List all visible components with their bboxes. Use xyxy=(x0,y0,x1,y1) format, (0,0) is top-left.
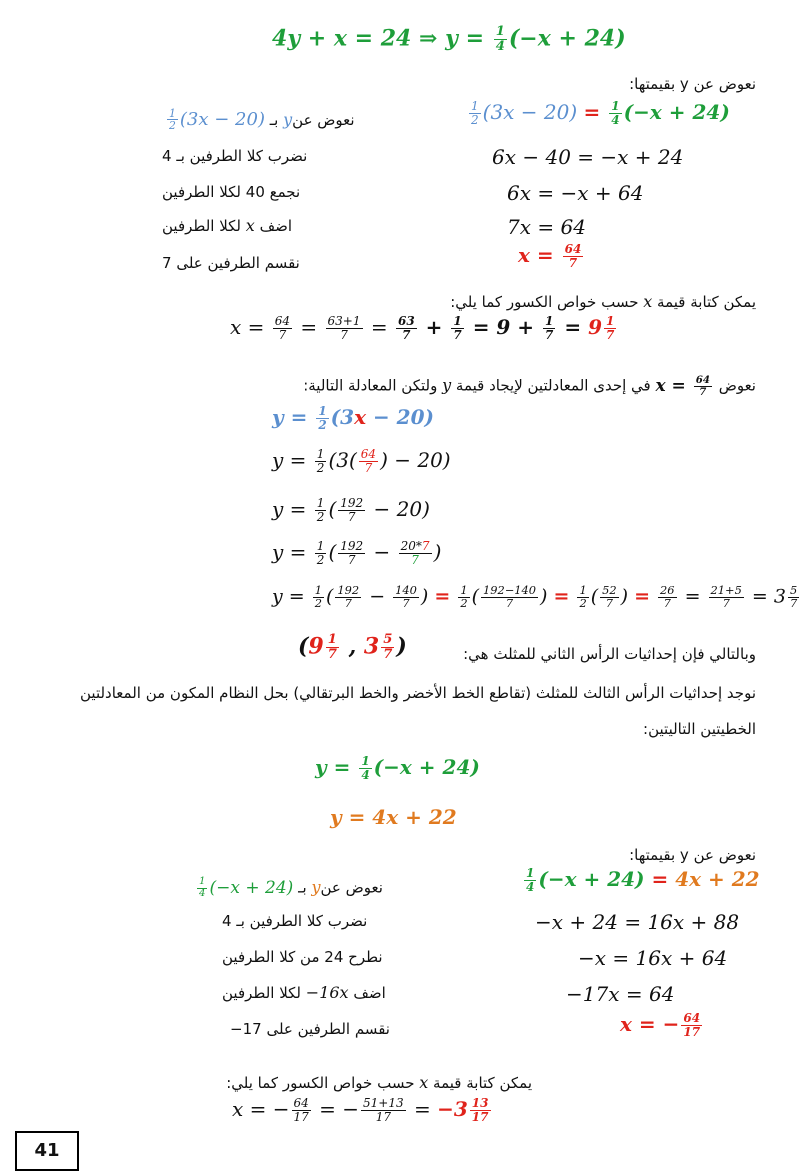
sub1-note-1: $\frac{1}{2}$ (3x − 20) بـ yنعوض عن xyxy=(169,107,355,133)
system-eq-1: y = $\frac{1}{4}$ (−x + 24) xyxy=(315,754,480,782)
sub1-note-5: نقسم الطرفين على 7 xyxy=(162,254,300,272)
y-step-2: y = $\frac{1}{2}$ (3( $\frac{64}{7}$ ) − 20) xyxy=(272,447,451,475)
substitute-y-label-2: نعوض عن y بقيمتها: xyxy=(629,846,756,864)
sub2-step-1: $\frac{1}{4}$ (−x + 24) = 4x + 22 xyxy=(526,866,760,894)
sub1-note-4: اضف x لكلا الطرفين xyxy=(162,216,293,235)
sub1-step-4: 7x = 64 xyxy=(507,215,586,239)
sub1-step-3: 6x = −x + 64 xyxy=(507,181,644,205)
sub2-step-2: −x + 24 = 16x + 88 xyxy=(535,910,740,934)
vertex2-label: وبالتالي فإن إحداثيات الرأس الثاني للمثلث هي: xyxy=(463,645,756,663)
third-vertex-text-2: الخطيتين التاليتين: xyxy=(643,720,756,738)
fraction-line-2: x = − $\frac{64}{17}$ = − $\frac{51+13}{17}$ = −3 $\frac{13}{17}$ xyxy=(232,1096,489,1124)
sub2-step-5: x = − $\frac{64}{17}$ xyxy=(620,1011,701,1039)
sub2-note-5: نقسم الطرفين على 17− xyxy=(230,1020,390,1038)
sub1-step-5: x = $\frac{64}{7}$ xyxy=(518,242,582,270)
fraction-label-2: يمكن كتابة قيمة x حسب خواص الكسور كما يلي: xyxy=(226,1073,532,1092)
substitute-y-label: نعوض عن y بقيمتها: xyxy=(629,75,756,93)
y-step-4: y = $\frac{1}{2}$ ( $\frac{192}{7}$ − $\frac{20*7}{7}$ ) xyxy=(272,539,442,567)
y-step-3: y = $\frac{1}{2}$ ( $\frac{192}{7}$ − 20) xyxy=(272,496,430,524)
sub2-note-3: نطرح 24 من كلا الطرفين xyxy=(222,948,383,966)
third-vertex-text-1: نوجد إحداثيات الرأس الثالث للمثلث (تقاطع الخط الأخضر والخط البرتقالي) بحل النظام المكون من المعادلتين xyxy=(80,684,756,702)
page-number: 41 xyxy=(15,1131,79,1171)
sub2-step-4: −17x = 64 xyxy=(566,982,675,1006)
sub1-step-1: $\frac{1}{2}$ (3x − 20) = $\frac{1}{4}$ (−x + 24) xyxy=(471,99,730,127)
vertex2-value: (9 $\frac{1}{7}$ , 3 $\frac{5}{7}$ ) xyxy=(298,632,407,662)
substitute-x-label: نعوض $\frac{64}{7}$ = x في إحدى المعادلتين لإيجاد قيمة y ولتكن المعادلة التالية: xyxy=(303,374,756,398)
fraction-line-1: x = $\frac{64}{7}$ = $\frac{63+1}{7}$ = $\frac{63}{7}$ + $\frac{1}{7}$ = 9 + $\frac{1}{7}$ = 9 $\frac{1}{7}$ xyxy=(230,314,615,342)
sub1-step-2: 6x − 40 = −x + 24 xyxy=(492,145,684,169)
y-step-5: y = $\frac{1}{2}$ ( $\frac{192}{7}$ − $\frac{140}{7}$ ) = $\frac{1}{2}$ ( $\frac{192-140}{7}$ ) = $\frac{1}{2}$ ( $\frac{52}{7}$ ) = $\frac{26}{7}$ = $\frac{21+5}{7}$ = 3 $\frac{5}{7}$ xyxy=(272,583,798,610)
y-step-1: y = $\frac{1}{2}$ (3x − 20) xyxy=(272,404,434,432)
sub1-note-3: نجمع 40 لكلا الطرفين xyxy=(162,183,301,201)
system-eq-2: y = 4x + 22 xyxy=(330,805,457,829)
top-equation: 4y + x = 24 ⇒ y = $\frac{1}{4}$ (−x + 24) xyxy=(272,24,626,54)
sub2-note-2: نضرب كلا الطرفين بـ 4 xyxy=(222,912,368,930)
fraction-label-1: يمكن كتابة قيمة x حسب خواص الكسور كما يلي: xyxy=(450,292,756,311)
sub2-step-3: −x = 16x + 64 xyxy=(578,946,728,970)
sub2-note-4: اضف 16x− لكلا الطرفين xyxy=(222,983,386,1002)
sub2-note-1: $\frac{1}{4}$ (−x + 24) بـ yنعوض عن xyxy=(199,876,383,899)
sub1-note-2: نضرب كلا الطرفين بـ 4 xyxy=(162,147,308,165)
